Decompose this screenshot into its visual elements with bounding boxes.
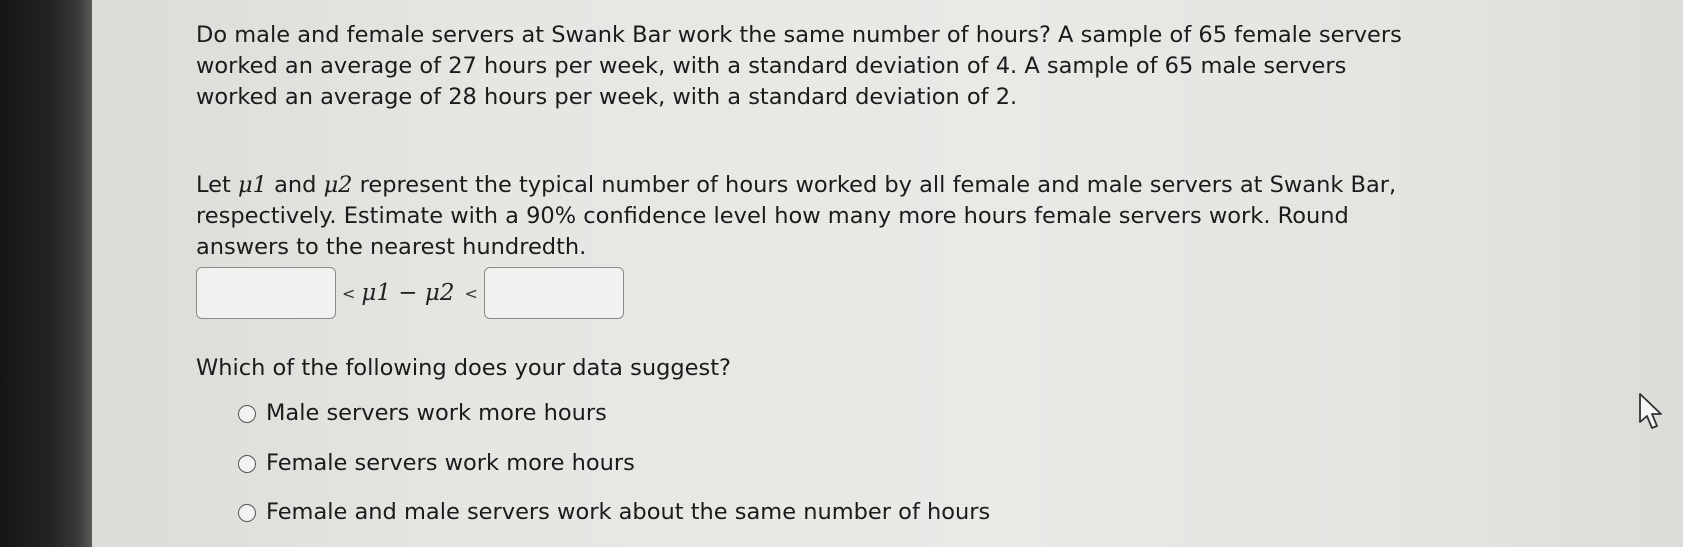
followup-question: Which of the following does your data suggest?	[196, 355, 731, 381]
option-same-hours[interactable]	[238, 497, 990, 528]
upper-bound-input[interactable]	[484, 267, 624, 319]
radio-button[interactable]	[238, 504, 256, 522]
option-male-more[interactable]	[238, 398, 607, 429]
less-than-symbol-1: <	[342, 283, 356, 303]
option-label: Female and male servers work about the same number of hours	[266, 499, 991, 525]
option-label: Female servers work more hours	[266, 450, 635, 476]
less-than-symbol-2: <	[464, 283, 478, 303]
parameter-definition	[196, 170, 1426, 263]
screen-bezel	[0, 0, 92, 547]
and-text: and	[266, 172, 324, 198]
option-female-more[interactable]	[238, 448, 635, 479]
problem-statement: Do male and female servers at Swank Bar work the same number of hours? A sample of 65 female servers worked an average of 27 hours per week, with a standard deviation of 4. A sample of 65 male servers worked an average of 28 hours per week, with a standard deviation of 2.	[196, 22, 1402, 110]
mouse-pointer-icon	[1637, 392, 1665, 432]
mu1-symbol: μ1	[237, 172, 267, 198]
radio-button[interactable]	[238, 455, 256, 473]
let-text: Let	[196, 172, 238, 198]
mu-difference-expression: μ1 − μ2	[361, 279, 455, 306]
confidence-interval-row	[196, 265, 624, 321]
mu2-symbol: μ2	[323, 172, 353, 198]
radio-button[interactable]	[238, 405, 256, 423]
lower-bound-input[interactable]	[196, 267, 336, 319]
option-label: Male servers work more hours	[266, 400, 607, 426]
definition-rest: represent the typical number of hours worked by all female and male servers at Swank Bar, respectively. Estimate with a 90% confidence level how many more hours female servers work. Round answers to the nearest hundredth.	[196, 172, 1397, 260]
